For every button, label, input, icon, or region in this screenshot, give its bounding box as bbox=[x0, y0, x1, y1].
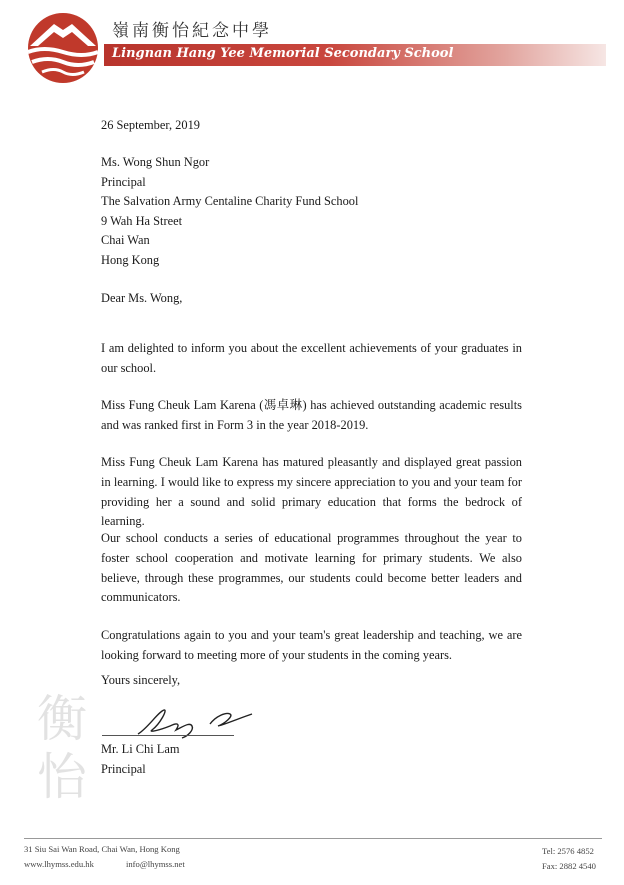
signature-line bbox=[102, 735, 234, 736]
signer-block bbox=[101, 740, 522, 779]
footer-address: 31 Siu Sai Wan Road, Chai Wan, Hong Kong bbox=[24, 844, 180, 854]
footer-fax: Fax: 2882 4540 bbox=[542, 861, 596, 871]
watermark-char: 怡 bbox=[37, 748, 87, 806]
footer-divider bbox=[24, 838, 602, 839]
recipient-district: Chai Wan bbox=[101, 233, 150, 248]
paragraph-1: I am delighted to inform you about the excellent achievements of your graduates in our school. bbox=[101, 341, 522, 375]
paragraph-4: Our school conducts a series of educational programmes throughout the year to foster school cooperation and motivate learning for primary students. We also believe, through these programmes, our students could become better leaders and communicators. bbox=[101, 531, 522, 605]
school-name-chinese: 嶺南衡怡紀念中學 bbox=[112, 21, 272, 41]
signature bbox=[130, 700, 260, 740]
signer-name: Mr. Li Chi Lam bbox=[101, 742, 180, 756]
letter-date: 26 September, 2019 bbox=[101, 118, 200, 132]
signer-title: Principal bbox=[101, 761, 146, 776]
salutation: Dear Ms. Wong, bbox=[101, 291, 183, 305]
school-logo bbox=[24, 12, 102, 84]
footer-tel: Tel: 2576 4852 bbox=[542, 846, 594, 856]
closing: Yours sincerely, bbox=[101, 673, 181, 687]
paragraph-3: Miss Fung Cheuk Lam Karena has matured pleasantly and displayed great passion in learning. I would like to express my sincere appreciation to you and your team for providing her a sound and solid primary education that forms the bedrock of learning. bbox=[101, 455, 522, 529]
footer-website: www.lhymss.edu.hk bbox=[24, 859, 94, 869]
watermark bbox=[30, 690, 94, 806]
paragraph-5: Congratulations again to you and your team's great leadership and teaching, we are looking forward to meeting more of your students in the coming years. bbox=[101, 628, 522, 662]
recipient-school: The Salvation Army Centaline Charity Fund School bbox=[101, 194, 359, 209]
recipient-street: 9 Wah Ha Street bbox=[101, 213, 183, 228]
recipient-name: Ms. Wong Shun Ngor bbox=[101, 155, 210, 169]
recipient-title: Principal bbox=[101, 174, 146, 189]
paragraph-2: Miss Fung Cheuk Lam Karena (馮卓琳) has achieved outstanding academic results and was ranked first in Form 3 in the year 2018-2019. bbox=[101, 398, 522, 432]
recipient-address bbox=[101, 153, 522, 271]
watermark-char: 衡 bbox=[37, 690, 87, 748]
recipient-region: Hong Kong bbox=[101, 252, 160, 267]
school-name-english: Lingnan Hang Yee Memorial Secondary School bbox=[112, 46, 454, 61]
footer-email: info@lhymss.net bbox=[126, 859, 185, 869]
